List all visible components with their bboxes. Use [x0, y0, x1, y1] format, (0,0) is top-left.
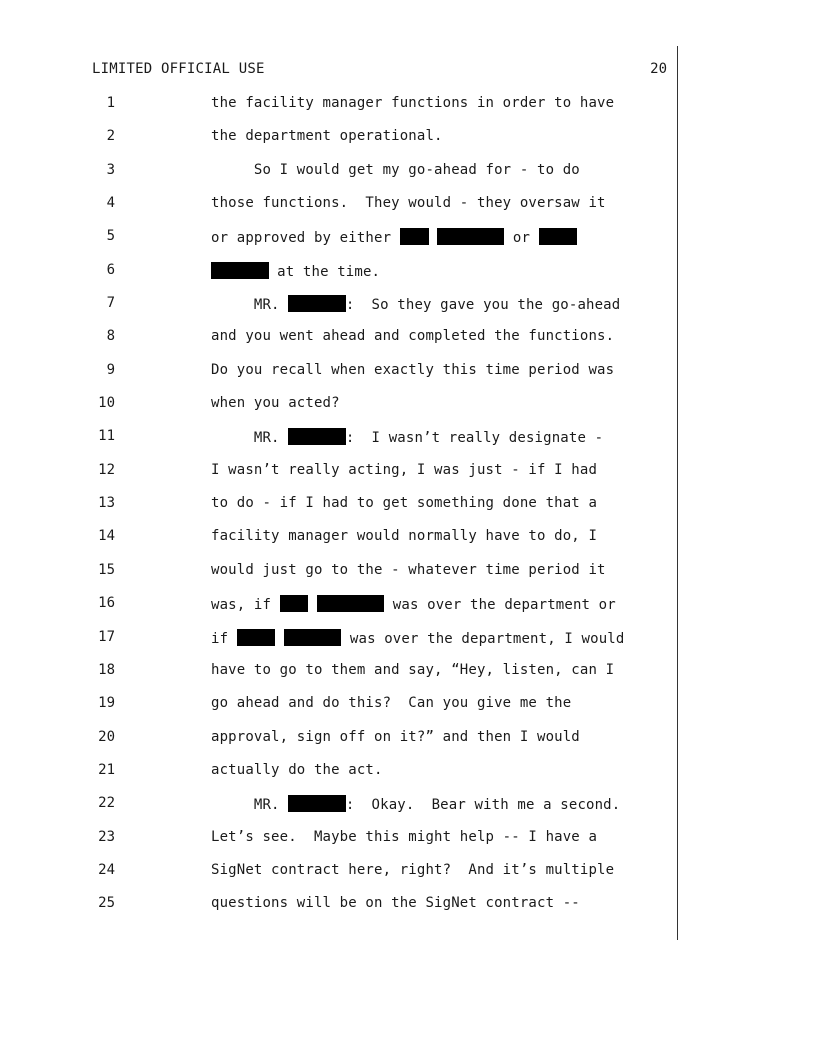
line-number: 19 [98, 695, 115, 712]
line-number: 14 [98, 528, 115, 545]
line-number: 13 [98, 495, 115, 512]
text-segment: : I wasn’t really designate - [345, 430, 604, 447]
line-number: 1 [106, 95, 115, 111]
line-text [211, 95, 614, 111]
line-text [211, 862, 614, 878]
line-text [211, 195, 606, 211]
text-segment: approval, sign off on it?” and then I would [211, 728, 580, 745]
line-text [211, 128, 443, 144]
line-number: 12 [98, 461, 115, 478]
line-text [211, 428, 603, 446]
transcript-line [0, 554, 676, 587]
transcript-line [0, 821, 676, 854]
redaction-block [400, 228, 429, 245]
text-segment: go ahead and do this? Can you give me the [211, 695, 572, 712]
transcript-line [0, 520, 676, 553]
transcript-line [0, 220, 676, 253]
text-segment: MR. [211, 430, 289, 447]
text-segment: would just go to the - whatever time period it [211, 561, 606, 578]
line-text [211, 795, 620, 813]
text-segment: those functions. They would - they oversaw it [211, 195, 606, 212]
line-text [211, 228, 577, 246]
line-number: 24 [98, 861, 115, 878]
text-segment: was over the department, I would [341, 630, 625, 647]
line-number: 4 [106, 195, 115, 212]
text-segment: actually do the act. [211, 761, 383, 778]
line-text [211, 328, 614, 344]
text-segment: to do - if I had to get something done that a [211, 495, 598, 512]
classification-header: LIMITED OFFICIAL USE [92, 61, 265, 77]
transcript-lines [0, 87, 676, 921]
text-segment: Do you recall when exactly this time period was [211, 361, 615, 378]
text-segment: was, if [211, 597, 280, 614]
transcript-line [0, 854, 676, 887]
text-segment: or approved by either [211, 230, 400, 247]
line-text [211, 362, 614, 378]
text-segment: have to go to them and say, “Hey, listen, can I [211, 661, 615, 678]
line-text [211, 729, 580, 745]
transcript-line [0, 754, 676, 787]
redaction-block [211, 262, 269, 279]
line-number: 18 [98, 661, 115, 678]
line-number: 2 [106, 128, 115, 145]
text-segment: : Okay. Bear with me a second. [345, 797, 621, 814]
text-segment: at the time. [268, 263, 381, 280]
text-segment: facility manager would normally have to do, I [211, 528, 598, 545]
line-text [211, 495, 597, 511]
transcript-line [0, 721, 676, 754]
text-segment: questions will be on the SigNet contract -- [211, 895, 580, 912]
transcript-line [0, 154, 676, 187]
line-number: 6 [106, 261, 115, 278]
transcript-line [0, 187, 676, 220]
line-text [211, 528, 597, 544]
text-segment: was over the department or [384, 597, 616, 614]
line-number: 8 [106, 328, 115, 345]
text-segment: when you acted? [211, 395, 340, 412]
line-text [211, 662, 614, 678]
line-number: 17 [98, 628, 115, 645]
redaction-block [288, 428, 346, 445]
transcript-line [0, 787, 676, 820]
transcript-line [0, 887, 676, 920]
redaction-block [237, 629, 275, 646]
line-number: 7 [106, 295, 115, 312]
text-segment: the facility manager functions in order to have [211, 95, 615, 111]
transcript-line [0, 354, 676, 387]
line-text [211, 695, 571, 711]
line-text [211, 262, 380, 280]
line-number: 22 [98, 795, 115, 812]
line-text [211, 829, 597, 845]
line-text [211, 395, 340, 411]
redaction-block [288, 795, 346, 812]
redaction-block [539, 228, 577, 245]
line-number: 23 [98, 828, 115, 845]
text-segment: and you went ahead and completed the functions. [211, 328, 615, 345]
line-text [211, 162, 580, 178]
redaction-block [288, 295, 346, 312]
redaction-block [437, 228, 504, 245]
line-number: 15 [98, 561, 115, 578]
redaction-block [284, 629, 342, 646]
line-number: 20 [98, 728, 115, 745]
redaction-block [280, 595, 309, 612]
text-segment: the department operational. [211, 128, 443, 145]
text-segment: MR. [211, 297, 289, 314]
text-segment: : So they gave you the go-ahead [345, 297, 621, 314]
transcript-line [0, 487, 676, 520]
transcript-line [0, 287, 676, 320]
text-segment: if [211, 630, 237, 647]
line-number: 5 [106, 228, 115, 245]
transcript-line [0, 320, 676, 353]
line-text [211, 762, 383, 778]
right-margin-rule [677, 46, 678, 940]
line-text [211, 462, 597, 478]
transcript-line [0, 654, 676, 687]
transcript-line [0, 454, 676, 487]
line-number: 25 [98, 895, 115, 912]
line-text [211, 295, 620, 313]
text-segment: MR. [211, 797, 289, 814]
transcript-line [0, 587, 676, 620]
transcript-line [0, 687, 676, 720]
text-segment [308, 597, 317, 613]
line-number: 11 [98, 428, 115, 445]
transcript-line [0, 420, 676, 453]
line-text [211, 595, 616, 613]
text-segment: I wasn’t really acting, I was just - if I had [211, 461, 598, 478]
transcript-line [0, 387, 676, 420]
line-text [211, 562, 606, 578]
line-number: 21 [98, 761, 115, 778]
line-number: 16 [98, 595, 115, 612]
line-text [211, 629, 624, 647]
text-segment: SigNet contract here, right? And it’s multiple [211, 861, 615, 878]
text-segment [275, 631, 284, 647]
redaction-block [317, 595, 384, 612]
transcript-line [0, 254, 676, 287]
transcript-line [0, 87, 676, 120]
line-number: 10 [98, 395, 115, 412]
line-number: 3 [106, 161, 115, 178]
line-number: 9 [106, 361, 115, 378]
text-segment: Let’s see. Maybe this might help -- I have a [211, 828, 598, 845]
page-number: 20 [650, 61, 667, 77]
line-text [211, 895, 580, 911]
transcript-line [0, 621, 676, 654]
text-segment [429, 230, 438, 246]
text-segment: or [504, 230, 539, 247]
transcript-line [0, 120, 676, 153]
text-segment: So I would get my go-ahead for - to do [211, 161, 580, 178]
